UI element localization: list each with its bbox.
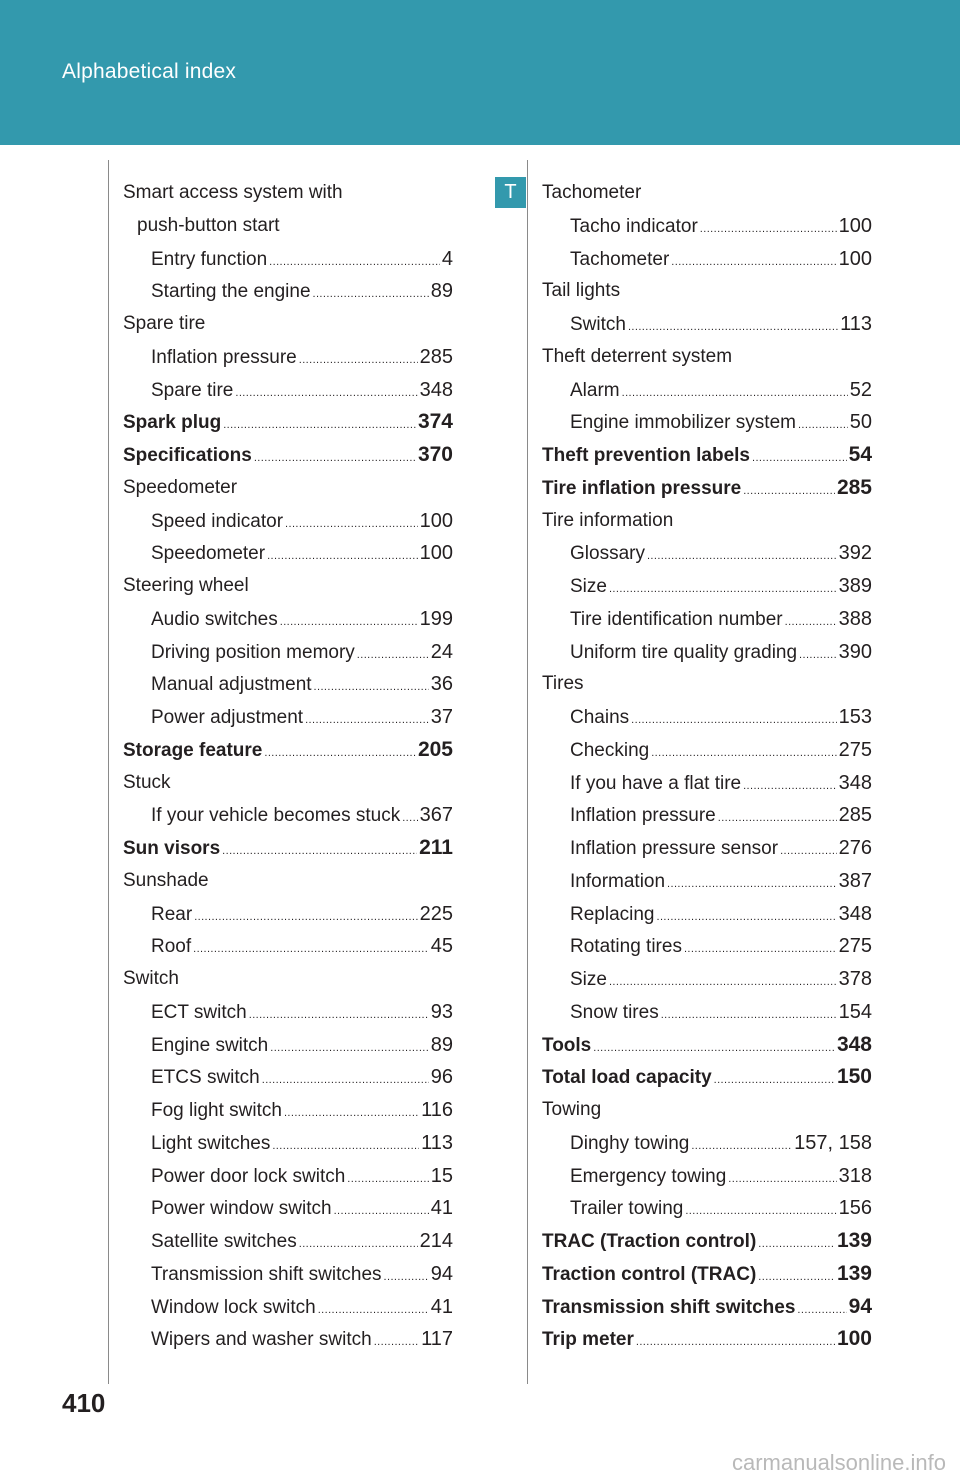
dot-leader (318, 1294, 429, 1327)
index-entry (542, 1127, 872, 1160)
index-entry (542, 898, 872, 931)
index-entry-page: 41 (430, 1197, 453, 1220)
index-entry (542, 1291, 872, 1324)
index-entry (542, 1258, 872, 1291)
index-entry (542, 963, 872, 996)
index-entry (542, 636, 872, 669)
index-entry-label: Specifications (123, 445, 252, 466)
dot-leader (357, 639, 429, 672)
index-entry-label: Trailer towing (570, 1198, 684, 1220)
index-entry-page: 117 (421, 1328, 453, 1351)
dot-leader (691, 1130, 792, 1163)
index-entry-page: 348 (838, 902, 872, 925)
index-entry-label: Theft prevention labels (542, 445, 750, 466)
index-entry-page: 41 (430, 1295, 453, 1318)
dot-leader (593, 1032, 835, 1065)
index-entry-page: 370 (417, 443, 453, 466)
index-entry-label: Inflation pressure (151, 346, 297, 368)
index-entry-label: Checking (570, 739, 650, 761)
dot-leader (270, 1032, 429, 1065)
index-entry-label: Driving position memory (151, 641, 355, 663)
dot-leader (223, 409, 416, 442)
index-entry-page: 276 (838, 837, 872, 859)
index-entry-page: 113 (840, 313, 872, 335)
index-entry (123, 570, 453, 603)
index-entry-page: 389 (838, 575, 872, 597)
index-entry-page: 52 (849, 378, 872, 401)
dot-leader (299, 1228, 418, 1261)
index-entry-label: Smart access system with (123, 182, 343, 203)
index-entry-label: Information (570, 870, 666, 892)
index-entry (542, 1061, 872, 1094)
index-entry-page: 285 (836, 475, 872, 499)
index-entry-label: Inflation pressure (570, 805, 716, 827)
index-entry-page: 45 (430, 935, 453, 958)
index-entry-label: Dinghy towing (570, 1132, 690, 1154)
index-entry-label: Spare tire (123, 313, 206, 334)
index-entry-label: push-button start (137, 214, 280, 236)
index-entry-label: Emergency towing (570, 1165, 727, 1187)
index-entry (123, 1094, 453, 1127)
index-entry (542, 406, 872, 439)
index-entry (123, 374, 453, 407)
index-entry (123, 1225, 453, 1258)
dot-leader (628, 311, 838, 344)
header-band (0, 0, 960, 145)
dot-leader (262, 1064, 429, 1097)
dot-leader (758, 1261, 835, 1294)
right-column-rule (527, 160, 528, 1384)
index-entry (542, 603, 872, 636)
index-entry-label: ETCS switch (151, 1067, 260, 1089)
index-entry-page: 36 (430, 673, 453, 696)
index-entry (542, 374, 872, 407)
dot-leader (299, 344, 418, 377)
index-entry-page: 390 (838, 640, 872, 663)
index-entry-page: 387 (838, 869, 872, 892)
index-entry (123, 537, 453, 570)
dot-leader (305, 704, 429, 737)
index-entry-page: 348 (838, 771, 872, 794)
index-entry (542, 308, 872, 341)
dot-leader (347, 1163, 428, 1196)
index-entry-label: ECT switch (151, 1001, 247, 1023)
index-entry (542, 1323, 872, 1356)
index-entry-label: Audio switches (151, 608, 278, 630)
index-entry (123, 799, 453, 832)
index-entry-label: Steering wheel (123, 575, 249, 596)
dot-leader (671, 246, 836, 279)
index-entry-page: 154 (838, 1000, 872, 1023)
index-entry-label: Trip meter (542, 1329, 634, 1351)
dot-leader (222, 835, 417, 868)
dot-leader (714, 1064, 835, 1097)
dot-leader (254, 442, 416, 475)
index-entry-label: Glossary (570, 543, 645, 565)
index-entry-label: Light switches (151, 1132, 271, 1154)
page-number: 410 (62, 1388, 106, 1418)
index-entry-page: 157, 158 (794, 1131, 872, 1154)
dot-leader (267, 540, 418, 573)
dot-leader (780, 835, 837, 868)
index-entry-page: 54 (848, 443, 872, 466)
index-entry (542, 1192, 872, 1225)
index-column-right (542, 177, 872, 1356)
dot-leader (609, 573, 837, 606)
index-entry-label: Roof (151, 936, 192, 958)
index-entry (542, 1094, 872, 1127)
index-entry (123, 177, 453, 210)
index-entry-label: Stuck (123, 771, 171, 793)
index-entry-label: Spark plug (123, 412, 222, 434)
dot-leader (685, 1195, 836, 1228)
watermark: carmanualsonline.info (731, 1450, 946, 1475)
dot-leader (264, 737, 416, 770)
index-entry (123, 505, 453, 538)
index-entry (123, 1160, 453, 1193)
index-entry (123, 439, 453, 472)
index-entry-page: 139 (836, 1229, 872, 1252)
index-entry (542, 668, 872, 701)
index-entry-label: Tachometer (570, 248, 670, 270)
index-column-left (123, 177, 453, 1356)
index-entry (542, 1160, 872, 1193)
index-entry-label: If your vehicle becomes stuck (151, 805, 401, 827)
section-title: Alphabetical index (62, 60, 237, 83)
dot-leader (728, 1163, 836, 1196)
index-entry-page: 156 (838, 1197, 872, 1220)
index-entry (542, 243, 872, 276)
index-entry-label: Power adjustment (151, 707, 304, 728)
dot-leader (657, 901, 837, 934)
index-entry-page: 199 (419, 607, 453, 630)
index-entry-label: Starting the engine (151, 281, 311, 303)
dot-leader (647, 540, 837, 573)
index-entry (542, 537, 872, 570)
index-entry-label: Sun visors (123, 838, 221, 859)
index-entry-label: Power door lock switch (151, 1165, 346, 1187)
index-entry (123, 1029, 453, 1062)
index-entry-page: 100 (838, 214, 872, 237)
dot-leader (661, 999, 837, 1032)
index-entry (542, 210, 872, 243)
index-entry (542, 996, 872, 1029)
index-entry (123, 996, 453, 1029)
dot-leader (743, 475, 835, 508)
index-entry (123, 308, 453, 341)
index-entry-page: 275 (838, 738, 872, 761)
index-entry-page: 153 (838, 706, 872, 728)
index-entry-page: 318 (838, 1164, 872, 1187)
index-entry-page: 348 (419, 378, 453, 401)
dot-leader (374, 1326, 419, 1359)
index-entry-label: Traction control (TRAC) (542, 1263, 757, 1285)
dot-leader (284, 1097, 419, 1130)
index-entry (123, 603, 453, 636)
index-entry-page: 24 (430, 640, 453, 663)
index-entry (542, 177, 872, 210)
index-entry (123, 210, 453, 243)
index-entry-page: 50 (849, 411, 872, 434)
index-entry-page: 113 (421, 1131, 453, 1154)
dot-leader (752, 442, 847, 475)
index-entry-page: 116 (421, 1099, 453, 1121)
index-entry (123, 1127, 453, 1160)
index-entry-label: Tail lights (542, 280, 621, 302)
index-entry (123, 472, 453, 505)
index-entry-page: 139 (836, 1261, 872, 1285)
index-entry-page: 205 (417, 737, 453, 761)
index-entry (542, 734, 872, 767)
index-entry-label: Replacing (570, 903, 655, 925)
index-entry-page: 214 (419, 1230, 453, 1252)
index-entry (542, 701, 872, 734)
dot-leader (280, 606, 418, 639)
index-entry-label: Engine switch (151, 1034, 269, 1056)
dot-leader (384, 1261, 429, 1294)
index-entry-label: Uniform tire quality grading (570, 641, 798, 663)
index-entry-label: Theft deterrent system (542, 345, 733, 367)
index-entry (123, 1291, 453, 1324)
index-entry-page: 37 (430, 706, 453, 728)
index-entry (542, 341, 872, 374)
index-entry (542, 275, 872, 308)
dot-leader (758, 1228, 835, 1261)
dot-leader (622, 377, 848, 410)
index-entry-page: 100 (419, 542, 453, 565)
index-entry-label: Tire identification number (570, 608, 783, 630)
index-entry-label: Transmission shift switches (542, 1296, 796, 1318)
index-entry-label: Wipers and washer switch (151, 1329, 372, 1351)
index-entry (123, 898, 453, 931)
index-entry-label: Snow tires (570, 1001, 659, 1023)
index-entry-label: Engine immobilizer system (570, 412, 796, 434)
dot-leader (797, 1294, 846, 1327)
index-entry-label: Tachometer (542, 182, 642, 203)
index-entry (123, 636, 453, 669)
index-entry-label: Size (570, 576, 607, 597)
index-entry-page: 378 (838, 968, 872, 990)
dot-leader (743, 770, 837, 803)
dot-leader (667, 868, 837, 901)
index-entry-label: Inflation pressure sensor (570, 838, 779, 859)
index-entry-page: 348 (836, 1032, 872, 1056)
index-entry (123, 243, 453, 276)
index-entry (123, 930, 453, 963)
index-entry-page: 285 (838, 804, 872, 827)
index-entry-page: 150 (836, 1065, 872, 1089)
index-entry-label: If you have a flat tire (570, 772, 742, 794)
index-entry-label: Alarm (570, 379, 620, 401)
index-entry-page: 4 (441, 247, 453, 270)
index-entry (542, 1225, 872, 1258)
index-entry (123, 275, 453, 308)
index-entry (123, 734, 453, 767)
index-entry-page: 94 (848, 1294, 872, 1318)
dot-leader (313, 278, 429, 311)
index-entry (542, 767, 872, 800)
index-entry-page: 211 (419, 836, 453, 859)
dot-leader (684, 933, 837, 966)
index-entry-label: Switch (570, 314, 626, 335)
index-entry-label: Speed indicator (151, 510, 284, 532)
index-entry (123, 1192, 453, 1225)
index-entry (123, 701, 453, 734)
index-entry (542, 930, 872, 963)
dot-leader (718, 802, 837, 835)
index-entry-label: Rear (151, 903, 193, 925)
index-entry-page: 89 (430, 1033, 453, 1056)
index-entry-page: 388 (838, 607, 872, 630)
dot-leader (651, 737, 836, 770)
dot-leader (799, 639, 837, 672)
index-entry-label: Power window switch (151, 1198, 332, 1220)
index-entry-label: Tools (542, 1034, 592, 1056)
index-entry-label: Speedometer (151, 543, 266, 565)
index-entry-page: 94 (430, 1262, 453, 1285)
index-entry (123, 1258, 453, 1291)
index-entry-page: 225 (419, 902, 453, 925)
index-entry-page: 392 (838, 542, 872, 565)
index-entry-page: 96 (430, 1066, 453, 1089)
left-column-rule (108, 160, 109, 1384)
dot-leader (235, 377, 417, 410)
dot-leader (631, 704, 836, 737)
index-entry-label: Tacho indicator (570, 215, 698, 237)
index-entry-label: Rotating tires (570, 936, 682, 958)
index-entry-page: 275 (838, 935, 872, 958)
index-entry-label: Manual adjustment (151, 674, 312, 696)
index-entry-page: 374 (417, 410, 453, 434)
index-entry (123, 832, 453, 865)
index-entry (123, 1061, 453, 1094)
index-entry-label: Entry function (151, 248, 268, 270)
dot-leader (798, 409, 848, 442)
dot-leader (285, 508, 418, 541)
dot-leader (609, 966, 837, 999)
index-entry (123, 406, 453, 439)
index-entry-page: 367 (419, 804, 453, 827)
index-entry (542, 570, 872, 603)
index-entry (123, 767, 453, 800)
index-entry-label: Total load capacity (542, 1067, 712, 1089)
index-entry (542, 505, 872, 538)
index-entry (542, 439, 872, 472)
dot-leader (636, 1326, 835, 1359)
index-entry-page: 93 (430, 1000, 453, 1023)
index-entry (542, 472, 872, 505)
index-entry-label: Tire information (542, 509, 674, 531)
index-entry-label: Spare tire (151, 379, 234, 401)
dot-leader (402, 802, 417, 835)
index-entry-page: 285 (419, 345, 453, 368)
index-entry-label: Tires (542, 673, 584, 695)
index-entry-page: 89 (430, 280, 453, 303)
index-entry-label: Tire inflation pressure (542, 477, 742, 499)
dot-leader (785, 606, 837, 639)
index-entry-label: TRAC (Traction control) (542, 1231, 757, 1252)
index-entry (123, 963, 453, 996)
index-entry-label: Sunshade (123, 869, 209, 891)
dot-leader (194, 901, 417, 934)
index-entry (123, 341, 453, 374)
index-entry (542, 1029, 872, 1062)
index-entry-label: Chains (570, 707, 630, 728)
index-entry-label: Speedometer (123, 476, 238, 498)
index-entry-label: Towing (542, 1099, 602, 1120)
index-entry-label: Satellite switches (151, 1231, 297, 1252)
index-entry-page: 100 (836, 1327, 872, 1351)
dot-leader (269, 246, 440, 279)
index-entry (123, 668, 453, 701)
index-entry (123, 865, 453, 898)
index-entry-label: Storage feature (123, 739, 263, 761)
dot-leader (249, 999, 429, 1032)
dot-leader (334, 1195, 429, 1228)
index-entry-page: 15 (430, 1164, 453, 1187)
index-entry-label: Fog light switch (151, 1100, 282, 1121)
dot-leader (193, 933, 429, 966)
index-entry (542, 865, 872, 898)
index-entry (542, 799, 872, 832)
index-entry-label: Size (570, 969, 607, 990)
section-letter-tab: T (495, 177, 526, 208)
index-entry-label: Transmission shift switches (151, 1263, 382, 1285)
dot-leader (700, 213, 837, 246)
index-entry-label: Switch (123, 968, 179, 989)
index-entry (123, 1323, 453, 1356)
dot-leader (314, 671, 429, 704)
index-entry-label: Window lock switch (151, 1296, 316, 1318)
index-entry-page: 100 (838, 247, 872, 270)
index-entry (542, 832, 872, 865)
index-entry-page: 100 (419, 509, 453, 532)
dot-leader (272, 1130, 419, 1163)
